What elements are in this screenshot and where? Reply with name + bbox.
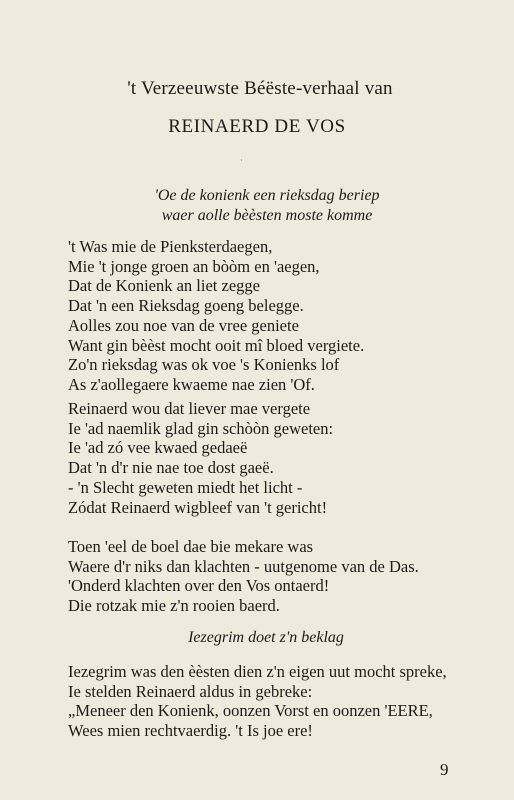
verse-line: Dat 'n een Rieksdag goeng belegge. bbox=[68, 296, 304, 316]
stanza-1 bbox=[68, 237, 364, 395]
verse-line: „Meneer den Konienk, oonzen Vorst en oonzen 'EERE, bbox=[68, 701, 433, 721]
verse-line: Waere d'r niks dan klachten - uutgenome van de Das. bbox=[68, 556, 419, 576]
verse-line: Aolles zou noe van de vree geniete bbox=[68, 315, 299, 335]
verse-line: Ie stelden Reinaerd aldus in gebreke: bbox=[68, 681, 313, 701]
verse-line: Zo'n rieksdag was ok voe 's Konienks lof bbox=[68, 355, 340, 375]
stanza-4 bbox=[68, 662, 447, 741]
title-line-2: REINAERD DE VOS bbox=[168, 116, 346, 137]
verse-line: - 'n Slecht geweten miedt het licht - bbox=[68, 477, 303, 497]
verse-line: Ie 'ad naemlik glad gin schòòn geweten: bbox=[68, 418, 334, 438]
verse-line: Mie 't jonge groen an bòòm en 'aegen, bbox=[68, 256, 320, 276]
verse-line: Die rotzak mie z'n rooien baerd. bbox=[68, 596, 280, 616]
page-number: 9 bbox=[440, 760, 449, 779]
section-subheading-1 bbox=[0, 186, 514, 226]
decorative-dot: · bbox=[240, 156, 243, 165]
stanza-3 bbox=[68, 537, 419, 616]
verse-line: Zódat Reinaerd wigbleef van 't gericht! bbox=[68, 497, 328, 517]
subheading-line: waer aolle bèèsten moste komme bbox=[161, 207, 373, 224]
title-line-1: 't Verzeeuwste Béëste-verhaal van bbox=[127, 78, 393, 99]
verse-line: Dat 'n d'r nie nae toe dost gaeë. bbox=[68, 458, 274, 478]
verse-line: 't Was mie de Pienksterdaegen, bbox=[68, 237, 273, 256]
verse-line: Toen 'eel de boel dae bie mekare was bbox=[68, 537, 314, 556]
stanza-2 bbox=[68, 399, 333, 517]
verse-line: Ie 'ad zó vee kwaed gedaeë bbox=[68, 438, 248, 458]
verse-line: Wees mien rechtvaerdig. 't Is joe ere! bbox=[68, 721, 313, 741]
verse-line: 'Onderd klachten over den Vos ontaerd! bbox=[68, 576, 330, 596]
verse-line: Iezegrim was den èèsten dien z'n eigen uut mocht spreke, bbox=[68, 662, 447, 681]
verse-line: Reinaerd wou dat liever mae vergete bbox=[68, 399, 311, 418]
verse-line: Want gin bèèst mocht ooit mî bloed vergiete. bbox=[68, 335, 365, 355]
verse-line: As z'aollegaere kwaeme nae zien 'Of. bbox=[68, 374, 315, 394]
verse-line: Dat de Konienk an liet zegge bbox=[68, 276, 260, 296]
section-subheading-2: Iezegrim doet z'n beklag bbox=[188, 629, 344, 646]
subheading-line: 'Oe de konienk een rieksdag beriep bbox=[154, 187, 380, 204]
